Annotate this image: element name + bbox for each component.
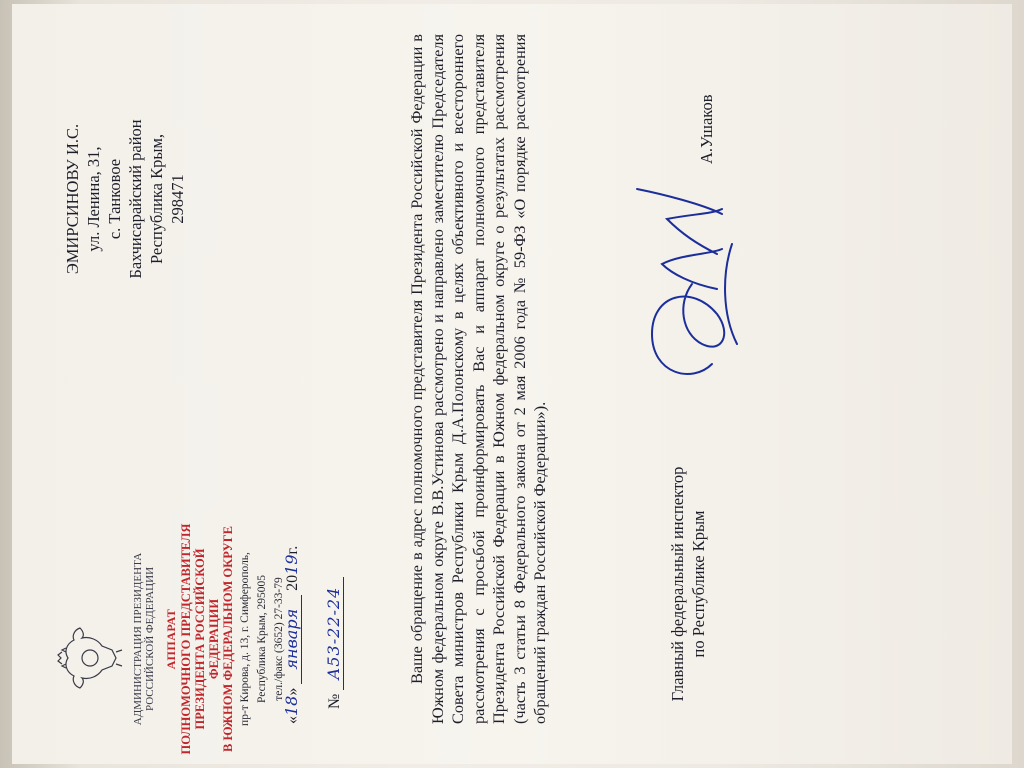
date-year: 19	[282, 554, 301, 575]
letter-date: «18» января 2019г.	[282, 545, 301, 724]
signatory-title-line-2: по Республике Крым	[689, 510, 708, 658]
letter-body	[407, 34, 551, 724]
signatory-title-line-1: Главный федеральный инспектор	[668, 466, 687, 702]
letter-page	[12, 4, 1012, 764]
date-day: 18	[282, 695, 301, 716]
recipient-name: ЭМИРСИНОВУ И.С.	[63, 123, 82, 275]
signatory-name: А.Ушаков	[697, 94, 716, 164]
letterhead	[132, 514, 286, 764]
handwritten-signature	[622, 174, 762, 404]
date-suffix: г.	[284, 545, 301, 555]
recipient-postcode: 298471	[168, 174, 187, 224]
number-prefix: №	[326, 693, 343, 709]
letterhead-title-line-3: В ЮЖНОМ ФЕДЕРАЛЬНОМ ОКРУГЕ	[221, 526, 235, 752]
recipient-street: ул. Ленина, 31,	[84, 146, 103, 252]
letterhead-apparatus: АППАРАТ	[164, 608, 178, 670]
letterhead-administration: АДМИНИСТРАЦИЯ ПРЕЗИДЕНТА РОССИЙСКОЙ ФЕДЕРАЦИИ	[132, 552, 156, 726]
recipient-block	[62, 49, 188, 349]
coat-of-arms-icon	[54, 622, 124, 694]
body-paragraph: Ваше обращение в адрес полномочного представителя Президента Российской Федерации в Южном федеральном округе В.В.Устинова рассмотрено и направлено заместителю Председателя Совета министров Республики Крым Д.А.Полонскому в целях объективного и всестороннего рассмотрения с просьбой проинформировать Вас и аппарат полномочного представителя Президента Российской Федерации в Южном федеральном округе о результатах рассмотрения (часть 3 статьи 8 Федерального закона от 2 мая 2006 года № 59-ФЗ «О порядке рассмотрения обращений граждан Российской Федерации»).	[407, 34, 549, 724]
letterhead-address-1: пр-т Кирова, д. 13, г. Симферополь,	[239, 552, 251, 726]
letter-number	[324, 389, 344, 709]
recipient-region: Республика Крым,	[147, 133, 166, 265]
recipient-district: Бахчисарайский район	[126, 119, 145, 279]
number-value: А53-22-24	[324, 577, 344, 690]
date-month: января	[282, 595, 302, 684]
letterhead-address-2: Республика Крым, 295005	[256, 574, 268, 704]
signatory-title	[667, 454, 709, 714]
letterhead-title-line-1: ПОЛНОМОЧНОГО ПРЕДСТАВИТЕЛЯ	[179, 523, 193, 755]
letterhead-phone: тел./факс (3652) 27-33-79	[273, 577, 285, 701]
letterhead-title-line-2: ПРЕЗИДЕНТА РОССИЙСКОЙ ФЕДЕРАЦИИ	[193, 548, 221, 730]
date-year-prefix: 20	[284, 574, 301, 591]
recipient-village: с. Танковое	[105, 158, 124, 240]
